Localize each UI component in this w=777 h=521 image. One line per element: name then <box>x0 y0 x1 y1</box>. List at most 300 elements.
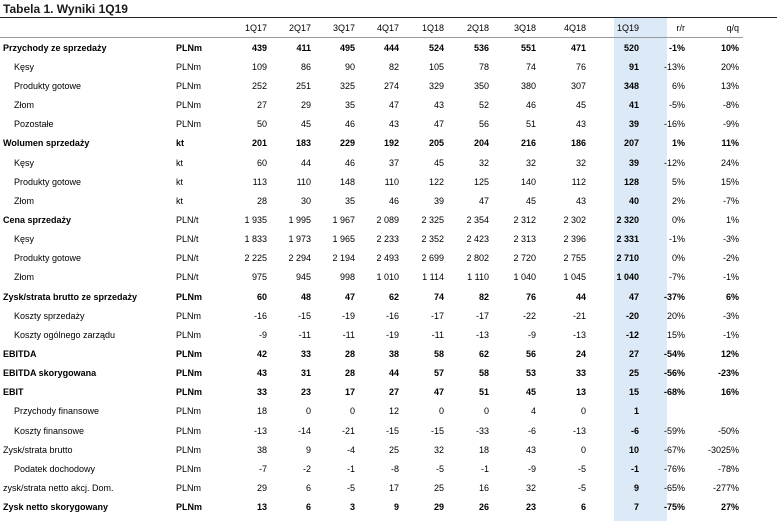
value-cell: 45 <box>525 387 536 398</box>
value-cell: -76% <box>663 463 685 474</box>
value-cell: 1 045 <box>563 272 586 283</box>
value-cell: 16 <box>478 482 489 493</box>
value-cell-current: 2 331 <box>616 234 639 245</box>
row-label: Przychody ze sprzedaży <box>3 42 107 53</box>
value-cell: -13% <box>663 61 685 72</box>
value-cell: 78 <box>478 61 489 72</box>
value-cell: 471 <box>570 42 586 53</box>
value-cell: 18 <box>256 406 267 417</box>
value-cell: 329 <box>428 80 444 91</box>
value-cell-current: 2 710 <box>616 253 639 264</box>
value-cell: 32 <box>525 157 536 168</box>
value-cell: 524 <box>428 42 444 53</box>
value-cell: -13 <box>572 425 586 436</box>
value-cell: 60 <box>256 157 267 168</box>
value-cell: 12% <box>720 348 739 359</box>
value-cell: 1% <box>725 214 739 225</box>
value-cell-current: 39 <box>628 119 639 130</box>
header-row <box>0 18 743 38</box>
value-cell: 48 <box>300 291 311 302</box>
value-cell: 29 <box>300 100 311 111</box>
value-cell: 5% <box>671 176 685 187</box>
row-unit: PLNm <box>176 119 202 130</box>
value-cell: 33 <box>575 368 586 379</box>
value-cell: 27 <box>388 387 399 398</box>
value-cell: 44 <box>388 368 399 379</box>
header-cell: 1Q17 <box>228 18 271 38</box>
value-cell-current: 39 <box>628 157 639 168</box>
value-cell: 2 354 <box>466 214 489 225</box>
value-cell: -6 <box>527 425 536 436</box>
value-cell: 47 <box>433 119 444 130</box>
table-row <box>0 344 743 363</box>
value-cell: 1 833 <box>244 234 267 245</box>
value-cell: 6 <box>305 502 311 513</box>
value-cell: 411 <box>296 42 311 53</box>
value-cell: 42 <box>256 348 267 359</box>
value-cell-current: 91 <box>628 61 639 72</box>
table-row <box>0 421 743 440</box>
value-cell: 47 <box>478 195 489 206</box>
value-cell: 15% <box>720 176 739 187</box>
value-cell: 43 <box>433 100 444 111</box>
value-cell: 2 720 <box>513 253 536 264</box>
value-cell: 0% <box>671 253 685 264</box>
value-cell: 37 <box>388 157 399 168</box>
table-row <box>0 306 743 325</box>
row-label: EBITDA <box>3 348 37 359</box>
row-unit: PLNm <box>176 406 202 417</box>
value-cell: 28 <box>256 195 267 206</box>
value-cell-current: 128 <box>623 176 639 187</box>
value-cell: 47 <box>344 291 355 302</box>
value-cell: 53 <box>525 368 536 379</box>
row-unit: kt <box>176 138 185 149</box>
value-cell: 110 <box>384 176 399 187</box>
value-cell: -1 <box>480 463 489 474</box>
value-cell: 495 <box>339 42 355 53</box>
value-cell: 6 <box>305 482 311 493</box>
row-label: Cena sprzedaży <box>3 214 72 225</box>
row-label: Koszty finansowe <box>14 425 85 436</box>
value-cell: 32 <box>478 157 489 168</box>
row-label: Złom <box>14 100 34 111</box>
value-cell: -1% <box>722 272 739 283</box>
value-cell: -3% <box>722 234 739 245</box>
table-row <box>0 210 743 229</box>
value-cell: 30 <box>300 195 311 206</box>
table-row <box>0 96 743 115</box>
row-unit: PLNm <box>176 42 203 53</box>
value-cell: 0 <box>483 406 489 417</box>
value-cell: 82 <box>478 291 489 302</box>
table-row <box>0 172 743 191</box>
value-cell: 82 <box>388 61 399 72</box>
value-cell: 45 <box>525 195 536 206</box>
row-unit: PLNm <box>176 502 203 513</box>
value-cell-current: 27 <box>628 348 639 359</box>
value-cell: 90 <box>344 61 355 72</box>
value-cell: 105 <box>428 61 444 72</box>
row-label: Złom <box>14 195 34 206</box>
row-unit: PLNm <box>176 482 202 493</box>
header-label-cell <box>0 18 176 38</box>
value-cell: 0 <box>438 406 444 417</box>
row-label: Koszty sprzedaży <box>14 310 85 321</box>
value-cell: 31 <box>300 368 311 379</box>
value-cell: 3 <box>349 502 355 513</box>
value-cell: -16 <box>385 310 399 321</box>
value-cell: -12% <box>663 157 685 168</box>
row-unit: PLN/t <box>176 272 199 283</box>
row-unit: PLNm <box>176 100 202 111</box>
row-label: Zysk/strata brutto ze sprzedaży <box>3 291 138 302</box>
value-cell: 2 302 <box>563 214 586 225</box>
value-cell: 26 <box>478 502 489 513</box>
value-cell: 58 <box>433 348 444 359</box>
value-cell-current: 10 <box>628 444 639 455</box>
value-cell: -15 <box>385 425 399 436</box>
value-cell: 46 <box>388 195 399 206</box>
value-cell: 2 352 <box>421 234 444 245</box>
header-cell: 1Q18 <box>403 18 448 38</box>
value-cell: 1 010 <box>376 272 399 283</box>
value-cell: 51 <box>525 119 536 130</box>
value-cell: -65% <box>663 482 685 493</box>
value-cell: -8 <box>390 463 399 474</box>
value-cell: 25 <box>433 482 444 493</box>
value-cell <box>643 402 689 421</box>
value-cell: -78% <box>717 463 739 474</box>
value-cell: 229 <box>339 138 355 149</box>
table-row <box>0 191 743 210</box>
value-cell: 44 <box>575 291 586 302</box>
value-cell: 2 233 <box>376 234 399 245</box>
row-unit: PLNm <box>176 463 202 474</box>
value-cell: 125 <box>473 176 489 187</box>
value-cell: 11% <box>721 138 739 149</box>
value-cell: -13 <box>253 425 267 436</box>
value-cell: 62 <box>388 291 399 302</box>
row-label: EBIT <box>3 387 24 398</box>
value-cell: -1% <box>668 42 685 53</box>
row-label: Pozostałe <box>14 119 54 130</box>
value-cell: -19 <box>341 310 355 321</box>
value-cell: 1 040 <box>513 272 536 283</box>
value-cell: 9 <box>393 502 399 513</box>
value-cell: 1 935 <box>244 214 267 225</box>
row-label: Produkty gotowe <box>14 80 82 91</box>
value-cell: -15 <box>430 425 444 436</box>
row-unit: PLNm <box>176 348 203 359</box>
value-cell-current: -20 <box>625 310 639 321</box>
value-cell: 112 <box>571 176 586 187</box>
value-cell: 251 <box>295 80 311 91</box>
value-cell: -11 <box>342 329 355 340</box>
table-row <box>0 153 743 172</box>
value-cell: 74 <box>433 291 444 302</box>
value-cell: -5 <box>435 463 444 474</box>
value-cell: 18 <box>478 444 489 455</box>
value-cell: -59% <box>663 425 685 436</box>
value-cell: 2 755 <box>563 253 586 264</box>
value-cell: 35 <box>344 100 355 111</box>
value-cell: -16% <box>663 119 685 130</box>
value-cell: 439 <box>251 42 267 53</box>
value-cell: 47 <box>433 387 444 398</box>
value-cell: -54% <box>663 348 685 359</box>
value-cell: 2 493 <box>376 253 399 264</box>
value-cell: 183 <box>295 138 311 149</box>
table-row <box>0 478 743 497</box>
value-cell: 2 423 <box>466 234 489 245</box>
value-cell: 46 <box>344 119 355 130</box>
value-cell: 60 <box>256 291 267 302</box>
row-unit: PLNm <box>176 368 203 379</box>
value-cell: -21 <box>572 310 586 321</box>
value-cell: 56 <box>478 119 489 130</box>
row-label: Kęsy <box>14 61 35 72</box>
value-cell: 551 <box>520 42 536 53</box>
row-unit: PLN/t <box>176 214 199 225</box>
value-cell-current: 1 040 <box>616 272 639 283</box>
header-cell: q/q <box>689 18 743 38</box>
value-cell: 2 294 <box>288 253 311 264</box>
value-cell: 216 <box>520 138 536 149</box>
table-row <box>0 440 743 459</box>
table-row <box>0 459 743 478</box>
value-cell: 25 <box>388 444 399 455</box>
value-cell: 325 <box>339 80 355 91</box>
value-cell: -5 <box>577 482 586 493</box>
value-cell: 23 <box>300 387 311 398</box>
value-cell: 45 <box>575 100 586 111</box>
value-cell: 43 <box>575 119 586 130</box>
value-cell: 0 <box>580 444 586 455</box>
header-cell: r/r <box>643 18 689 38</box>
value-cell: 43 <box>256 368 267 379</box>
value-cell: 62 <box>478 348 489 359</box>
value-cell-current: 15 <box>628 387 639 398</box>
value-cell: -37% <box>663 291 685 302</box>
value-cell: 76 <box>525 291 536 302</box>
value-cell: 24% <box>720 157 739 168</box>
value-cell: -68% <box>663 387 685 398</box>
value-cell-current: -1 <box>630 463 639 474</box>
value-cell: -9 <box>527 463 536 474</box>
value-cell: -2 <box>302 463 311 474</box>
row-unit: PLN/t <box>176 234 199 245</box>
value-cell: 1 110 <box>467 272 489 283</box>
value-cell: 10% <box>720 42 739 53</box>
value-cell: -50% <box>717 425 739 436</box>
value-cell: 1 973 <box>288 234 311 245</box>
value-cell-current: 25 <box>628 368 639 379</box>
table-row <box>0 498 743 517</box>
value-cell: -16 <box>253 310 267 321</box>
value-cell: -7% <box>722 195 739 206</box>
row-unit: PLNm <box>176 425 202 436</box>
table-row <box>0 38 743 58</box>
value-cell: 186 <box>570 138 586 149</box>
value-cell: 28 <box>344 348 355 359</box>
value-cell: -9 <box>258 329 267 340</box>
value-cell: 23 <box>525 502 536 513</box>
value-cell: 2 313 <box>513 234 536 245</box>
table-body <box>0 38 743 517</box>
value-cell: 33 <box>256 387 267 398</box>
value-cell: 76 <box>575 61 586 72</box>
row-label: Przychody finansowe <box>14 406 100 417</box>
value-cell: 6% <box>671 80 685 91</box>
row-label: zysk/strata netto akcj. Dom. <box>3 482 114 493</box>
value-cell-current: 47 <box>628 291 639 302</box>
value-cell: 43 <box>575 195 586 206</box>
row-unit: PLNm <box>176 310 202 321</box>
value-cell: 6 <box>580 502 586 513</box>
value-cell: -11 <box>431 329 444 340</box>
value-cell: -11 <box>298 329 311 340</box>
value-cell: 350 <box>473 80 489 91</box>
value-cell: 113 <box>252 176 267 187</box>
header-cell: 4Q17 <box>359 18 403 38</box>
table-row <box>0 249 743 268</box>
value-cell: 43 <box>388 119 399 130</box>
value-cell: -277% <box>712 482 739 493</box>
table-row <box>0 364 743 383</box>
value-cell: 252 <box>251 80 267 91</box>
value-cell: 204 <box>473 138 489 149</box>
value-cell: -17 <box>475 310 489 321</box>
value-cell: 205 <box>428 138 444 149</box>
value-cell: 20% <box>720 61 739 72</box>
row-label: Złom <box>14 272 34 283</box>
header-cell: 3Q17 <box>315 18 359 38</box>
value-cell: 38 <box>256 444 267 455</box>
value-cell: 17 <box>344 387 355 398</box>
value-cell: 2 699 <box>421 253 444 264</box>
value-cell: 2 396 <box>563 234 586 245</box>
value-cell: -15 <box>297 310 311 321</box>
value-cell: 45 <box>433 157 444 168</box>
value-cell-current: -12 <box>625 329 639 340</box>
value-cell: -1 <box>346 463 355 474</box>
value-cell: 46 <box>344 157 355 168</box>
value-cell: 15% <box>666 329 685 340</box>
value-cell: 1% <box>671 138 685 149</box>
row-label: Zysk/strata brutto <box>3 444 73 455</box>
value-cell: -5 <box>346 482 355 493</box>
table-row <box>0 230 743 249</box>
value-cell: -1% <box>668 234 685 245</box>
row-label: Wolumen sprzedaży <box>3 138 90 149</box>
value-cell: -5% <box>668 100 685 111</box>
value-cell: 16% <box>720 387 739 398</box>
value-cell: 2% <box>671 195 685 206</box>
table-row <box>0 57 743 76</box>
value-cell: -8% <box>722 100 739 111</box>
value-cell: 975 <box>251 272 267 283</box>
row-unit: PLN/t <box>176 253 199 264</box>
value-cell: 45 <box>300 119 311 130</box>
value-cell: -22 <box>522 310 536 321</box>
value-cell: 945 <box>295 272 311 283</box>
value-cell: 2 325 <box>421 214 444 225</box>
value-cell: 201 <box>251 138 267 149</box>
value-cell: 274 <box>383 80 399 91</box>
row-unit: PLNm <box>176 291 203 302</box>
value-cell: 140 <box>520 176 536 187</box>
table-row <box>0 287 743 306</box>
results-table <box>0 18 743 517</box>
row-label: Koszty ogólnego zarządu <box>14 329 116 340</box>
value-cell: -13 <box>572 329 586 340</box>
value-cell: 32 <box>575 157 586 168</box>
value-cell: 27% <box>720 502 739 513</box>
value-cell: 2 089 <box>376 214 399 225</box>
header-unit-cell <box>176 18 228 38</box>
value-cell: -5 <box>577 463 586 474</box>
row-unit: PLNm <box>176 444 202 455</box>
value-cell: 2 312 <box>513 214 536 225</box>
value-cell: 998 <box>339 272 355 283</box>
value-cell: -7% <box>668 272 685 283</box>
row-unit: kt <box>176 157 184 168</box>
table-row <box>0 115 743 134</box>
value-cell-current: 41 <box>628 100 639 111</box>
value-cell: 12 <box>388 406 399 417</box>
row-label: EBITDA skorygowana <box>3 368 97 379</box>
table-row <box>0 76 743 95</box>
value-cell: 29 <box>256 482 267 493</box>
value-cell-current: -6 <box>630 425 639 436</box>
table-title: Tabela 1. Wyniki 1Q19 <box>3 2 128 16</box>
row-unit: PLNm <box>176 329 202 340</box>
value-cell: 0 <box>305 406 311 417</box>
header-cell: 2Q18 <box>448 18 493 38</box>
row-label: Produkty gotowe <box>14 253 82 264</box>
value-cell: 39 <box>433 195 444 206</box>
value-cell: 58 <box>478 368 489 379</box>
table-row <box>0 402 743 421</box>
value-cell: -1% <box>722 329 739 340</box>
value-cell: 1 995 <box>288 214 311 225</box>
value-cell: 29 <box>433 502 444 513</box>
value-cell: 43 <box>525 444 536 455</box>
value-cell: 1 965 <box>332 234 355 245</box>
value-cell <box>689 402 743 421</box>
value-cell: 2 802 <box>466 253 489 264</box>
row-unit: kt <box>176 176 184 187</box>
value-cell: 0% <box>671 214 685 225</box>
row-label: Kęsy <box>14 157 35 168</box>
row-label: Zysk netto skorygowany <box>3 502 109 513</box>
value-cell: 33 <box>300 348 311 359</box>
value-cell: -7 <box>258 463 267 474</box>
value-cell-current: 520 <box>623 42 639 53</box>
value-cell: 74 <box>525 61 536 72</box>
value-cell: -17 <box>430 310 444 321</box>
header-cell: 1Q19 <box>590 18 643 38</box>
value-cell: 2 194 <box>332 253 355 264</box>
value-cell: 17 <box>388 482 399 493</box>
value-cell: 32 <box>525 482 536 493</box>
value-cell: -75% <box>663 502 685 513</box>
value-cell: -2% <box>722 253 739 264</box>
value-cell: -13 <box>475 329 489 340</box>
row-unit: PLNm <box>176 80 202 91</box>
value-cell: 1 114 <box>422 272 444 283</box>
